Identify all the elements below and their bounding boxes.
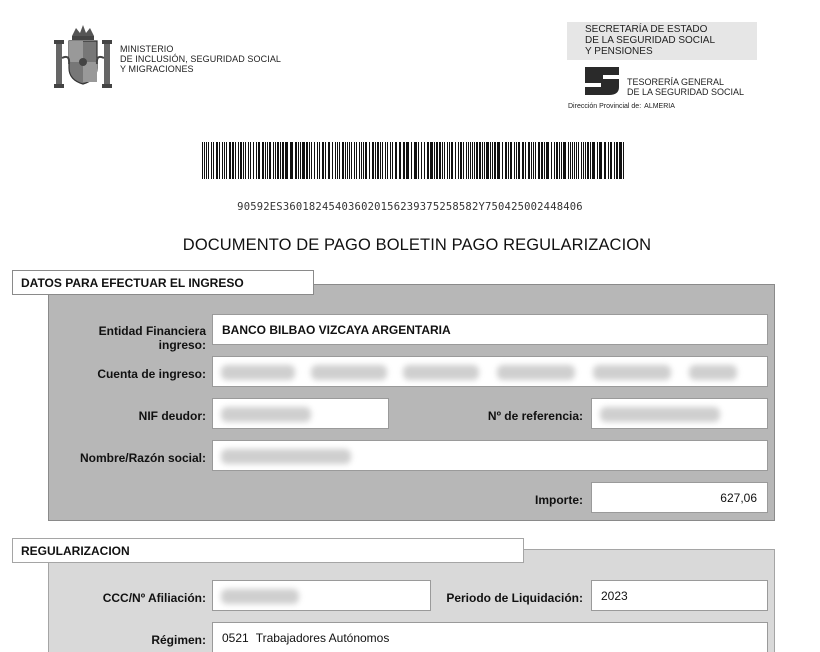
referencia-field (591, 398, 768, 429)
barcode-bar (332, 142, 333, 179)
ingreso-section-heading: DATOS PARA EFECTUAR EL INGRESO (12, 270, 314, 295)
barcode-bar (380, 142, 381, 179)
barcode-bar (235, 142, 236, 179)
referencia-label: Nº de referencia: (487, 409, 583, 423)
redacted-block (593, 365, 671, 380)
barcode-bar (581, 142, 582, 179)
barcode-bar (494, 142, 496, 179)
barcode-bar (202, 142, 203, 179)
barcode-bar (406, 142, 409, 179)
nif-field (212, 398, 389, 429)
barcode-bar (466, 142, 467, 179)
secretaria-line: SECRETARÍA DE ESTADO (585, 24, 708, 35)
barcode-bar (568, 142, 569, 179)
barcode-bar (253, 142, 254, 179)
redacted-block (497, 365, 575, 380)
barcode-bar (399, 142, 401, 179)
barcode-bar (385, 142, 386, 179)
barcode-bar (479, 142, 481, 179)
barcode-bar (514, 142, 515, 179)
redacted-block (221, 589, 299, 604)
barcode-bar (256, 142, 257, 179)
redacted-block (221, 407, 311, 422)
barcode-bar (460, 142, 462, 179)
barcode-bar (546, 142, 549, 179)
ingreso-section (48, 284, 775, 521)
barcode-bar (525, 142, 526, 179)
barcode-bar (451, 142, 453, 179)
barcode-bar (472, 142, 473, 179)
barcode-bar (219, 142, 220, 179)
barcode-bar (204, 142, 205, 179)
barcode-bar (522, 142, 524, 179)
barcode-bar (544, 142, 545, 179)
redacted-block (403, 365, 479, 380)
barcode-bar (541, 142, 543, 179)
barcode-bar (317, 142, 318, 179)
barcode-bar (285, 142, 288, 179)
regimen-code: 0521 (222, 630, 249, 645)
barcode-number: 90592ES360182454036020156239375258582Y750425002448406 (237, 201, 583, 213)
barcode-bar (587, 142, 589, 179)
barcode-bar (458, 142, 459, 179)
barcode-bar (339, 142, 340, 179)
barcode-bar (449, 142, 450, 179)
barcode-bar (238, 142, 239, 179)
barcode-bar (535, 142, 536, 179)
barcode-bar (361, 142, 362, 179)
regularizacion-section (48, 549, 775, 652)
barcode-bar (280, 142, 281, 179)
barcode-bar (492, 142, 493, 179)
barcode-bar (211, 142, 212, 179)
barcode-bar (559, 142, 560, 179)
tgss-logo-icon (583, 65, 621, 97)
barcode-bar (363, 142, 364, 179)
barcode-bar (614, 142, 615, 179)
barcode-bar (556, 142, 558, 179)
barcode-bar (390, 142, 391, 179)
barcode-bar (306, 142, 308, 179)
barcode-bar (369, 142, 370, 179)
barcode-bar (222, 142, 223, 179)
ministry-line: DE INCLUSIÓN, SEGURIDAD SOCIAL (120, 54, 282, 64)
barcode-bar (502, 142, 503, 179)
barcode-bar (319, 142, 320, 179)
barcode-bar (510, 142, 512, 179)
redacted-block (311, 365, 387, 380)
coat-of-arms-icon (50, 22, 116, 96)
redacted-block (600, 407, 720, 422)
tesoreria-line: DE LA SEGURIDAD SOCIAL (627, 87, 745, 97)
barcode-bar (277, 142, 279, 179)
barcode-bar (328, 142, 330, 179)
barcode-bar (468, 142, 469, 179)
barcode-bar (418, 142, 419, 179)
ministry-line: Y MIGRACIONES (120, 64, 194, 74)
barcode-bar (563, 142, 566, 179)
barcode-bar (476, 142, 478, 179)
barcode-bar (578, 142, 579, 179)
barcode-bar (208, 142, 209, 179)
barcode-bar (269, 142, 271, 179)
barcode-bar (356, 142, 357, 179)
barcode-bar (314, 142, 315, 179)
barcode-bar (610, 142, 612, 179)
barcode-bar (430, 142, 433, 179)
barcode-bar (619, 142, 622, 179)
barcode-bar (528, 142, 530, 179)
barcode-bar (273, 142, 274, 179)
barcode-bar (226, 142, 227, 179)
barcode-bar (470, 142, 471, 179)
barcode-bar (490, 142, 491, 179)
barcode-bar (518, 142, 520, 179)
entidad-field: BANCO BILBAO VIZCAYA ARGENTARIA (212, 314, 768, 345)
barcode-bar (295, 142, 297, 179)
barcode-bar (282, 142, 284, 179)
barcode-bar (551, 142, 552, 179)
barcode-bar (262, 142, 264, 179)
ccc-field (212, 580, 431, 611)
periodo-label: Periodo de Liquidación: (446, 591, 583, 605)
barcode-bar (351, 142, 352, 179)
barcode-bar (232, 142, 234, 179)
ministry-header (50, 22, 281, 96)
redacted-block (689, 365, 737, 380)
barcode-bar (533, 142, 534, 179)
cuenta-field (212, 356, 768, 387)
barcode-bar (421, 142, 422, 179)
barcode-bar (505, 142, 507, 179)
barcode-bar (590, 142, 591, 179)
barcode-bar (574, 142, 575, 179)
barcode-bar (411, 142, 412, 179)
barcode-bar (599, 142, 602, 179)
direccion-provincial (568, 103, 675, 110)
barcode-bar (538, 142, 540, 179)
document-title: DOCUMENTO DE PAGO BOLETIN PAGO REGULARIZACION (182, 236, 652, 254)
periodo-field: 2023 (591, 580, 768, 611)
tesoreria-name (627, 77, 744, 97)
barcode-image (202, 142, 625, 179)
barcode-bar (206, 142, 207, 179)
barcode-bar (250, 142, 251, 179)
barcode-bar (298, 142, 299, 179)
barcode-bar (213, 142, 214, 179)
barcode-bar (463, 142, 464, 179)
barcode-bar (342, 142, 344, 179)
barcode-bar (377, 142, 379, 179)
barcode-bar (359, 142, 360, 179)
secretaria-header (567, 22, 757, 60)
barcode-bar (474, 142, 475, 179)
barcode-bar (442, 142, 443, 179)
barcode-bar (349, 142, 350, 179)
barcode-bar (387, 142, 388, 179)
barcode-bar (561, 142, 562, 179)
ministry-name (120, 44, 281, 74)
barcode-bar (243, 142, 244, 179)
barcode-bar (608, 142, 609, 179)
regularizacion-section-heading: REGULARIZACION (12, 538, 524, 563)
barcode-bar (623, 142, 624, 179)
barcode-bar (616, 142, 618, 179)
regimen-name: Trabajadores Autónomos (255, 630, 390, 645)
barcode-bar (516, 142, 517, 179)
barcode-bar (267, 142, 268, 179)
barcode-bar (455, 142, 456, 179)
barcode-bar (576, 142, 577, 179)
redacted-block (221, 365, 295, 380)
nombre-field (212, 440, 768, 471)
barcode-bar (403, 142, 405, 179)
barcode-bar (275, 142, 276, 179)
barcode-bar (427, 142, 429, 179)
tesoreria-line: TESORERÍA GENERAL (627, 77, 725, 87)
secretaria-line: Y PENSIONES (585, 46, 653, 57)
importe-label: Importe: (535, 493, 583, 507)
barcode-bar (484, 142, 485, 179)
barcode-bar (436, 142, 438, 179)
barcode-bar (572, 142, 573, 179)
barcode-bar (245, 142, 246, 179)
barcode-bar (585, 142, 586, 179)
secretaria-line: DE LA SEGURIDAD SOCIAL (585, 35, 716, 46)
barcode-bar (395, 142, 397, 179)
regimen-label: Régimen: (151, 633, 206, 647)
barcode-bar (240, 142, 242, 179)
redacted-block (221, 449, 351, 464)
barcode-bar (439, 142, 441, 179)
barcode-bar (302, 142, 305, 179)
barcode-bar (224, 142, 225, 179)
barcode-bar (497, 142, 500, 179)
barcode-bar (424, 142, 425, 179)
barcode-bar (337, 142, 338, 179)
barcode-bar (365, 142, 367, 179)
barcode-bar (258, 142, 260, 179)
barcode-bar (382, 142, 383, 179)
ministry-line: MINISTERIO (120, 44, 174, 54)
barcode-bar (444, 142, 445, 179)
barcode-bar (229, 142, 231, 179)
barcode-bar (583, 142, 584, 179)
importe-field: 627,06 (591, 482, 768, 513)
barcode-bar (347, 142, 348, 179)
barcode-bar (290, 142, 293, 179)
entidad-label: Entidad Financiera ingreso: (98, 324, 206, 352)
barcode-bar (604, 142, 606, 179)
barcode-bar (309, 142, 310, 179)
barcode-bar (482, 142, 483, 179)
barcode-bar (325, 142, 326, 179)
barcode-bar (414, 142, 417, 179)
nif-label: NIF deudor: (138, 409, 206, 423)
barcode-bar (248, 142, 249, 179)
barcode-bar (322, 142, 324, 179)
barcode-bar (597, 142, 598, 179)
nombre-label: Nombre/Razón social: (79, 451, 206, 465)
barcode-bar (345, 142, 346, 179)
direccion-value: ALMERIA (644, 103, 675, 110)
barcode-bar (570, 142, 571, 179)
barcode-bar (335, 142, 336, 179)
barcode-bar (311, 142, 312, 179)
regimen-field (212, 622, 768, 652)
barcode-bar (392, 142, 393, 179)
barcode-bar (592, 142, 595, 179)
barcode-bar (375, 142, 376, 179)
barcode-bar (508, 142, 509, 179)
direccion-label: Dirección Provincial de: (568, 103, 642, 110)
barcode-bar (372, 142, 374, 179)
barcode-bar (265, 142, 266, 179)
barcode-bar (554, 142, 555, 179)
barcode-bar (354, 142, 355, 179)
barcode-bar (486, 142, 489, 179)
barcode-bar (447, 142, 448, 179)
ccc-label: CCC/Nº Afiliación: (102, 591, 206, 605)
barcode-bar (531, 142, 532, 179)
barcode-bar (300, 142, 301, 179)
barcode-bar (434, 142, 435, 179)
barcode-bar (216, 142, 218, 179)
cuenta-label: Cuenta de ingreso: (97, 367, 206, 381)
